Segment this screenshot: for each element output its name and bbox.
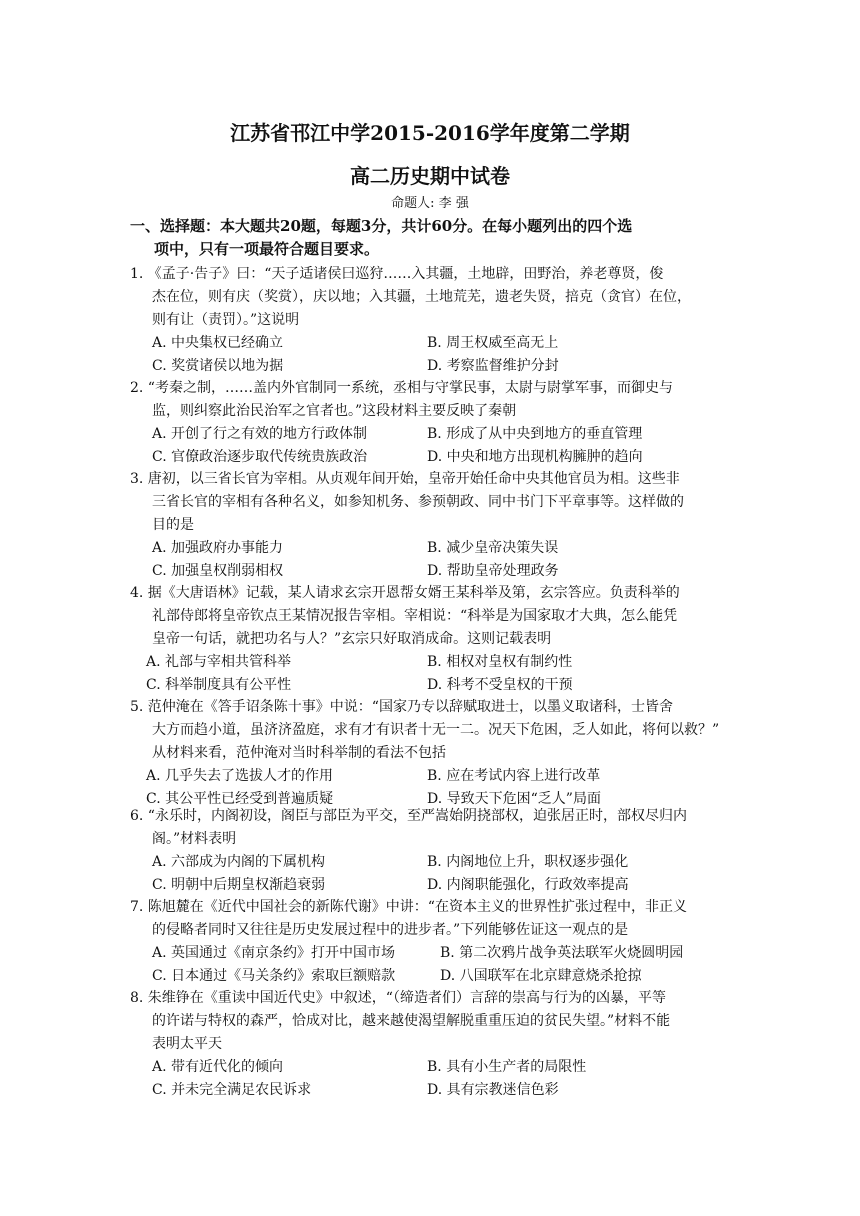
option-c[interactable]: C. 日本通过《马关条约》索取巨额赔款 bbox=[152, 968, 396, 984]
question-text-line: 表明太平天 bbox=[152, 1036, 222, 1052]
question-4 bbox=[130, 582, 735, 651]
question-text-line: 则有让（责罚）。”这说明 bbox=[152, 312, 300, 328]
question-5 bbox=[130, 696, 735, 765]
option-a[interactable]: A. 中央集权已经确立 bbox=[152, 335, 284, 351]
exam-subtitle: 高二历史期中试卷 bbox=[350, 164, 510, 188]
option-d[interactable]: D. 考察监督维护分封 bbox=[427, 358, 559, 374]
question-text-line: 7. 陈旭麓在《近代中国社会的新陈代谢》中讲：“在资本主义的世界性扩张过程中，非正义 bbox=[130, 899, 687, 915]
option-d[interactable]: D. 内阁职能强化，行政效率提高 bbox=[427, 877, 629, 893]
exam-title: 江苏省邗江中学2015-2016学年度第二学期 bbox=[230, 121, 630, 145]
option-a[interactable]: A. 英国通过《南京条约》打开中国市场 bbox=[152, 945, 396, 961]
question-text-line: 的许诺与特权的森严，恰成对比，越来越使渴望解脱重重压迫的贫民失望。”材料不能 bbox=[152, 1013, 671, 1029]
option-a[interactable]: A. 几乎失去了选拔人才的作用 bbox=[146, 768, 334, 784]
question-text-line: 的侵略者同时又往往是历史发展过程中的进步者。”下列能够佐证这一观点的是 bbox=[152, 922, 629, 938]
option-d[interactable]: D. 导致天下危困“乏人”局面 bbox=[427, 791, 601, 807]
option-a[interactable]: A. 礼部与宰相共管科举 bbox=[146, 654, 292, 670]
option-b[interactable]: B. 周王权威至高无上 bbox=[427, 335, 559, 351]
question-1 bbox=[130, 263, 735, 332]
section-heading-line: 项中，只有一项最符合题目要求。 bbox=[154, 240, 380, 258]
question-1-options bbox=[152, 332, 742, 378]
question-6 bbox=[130, 805, 735, 851]
question-text-line: 8. 朱维铮在《重读中国近代史》中叙述，“（缔造者们）言辞的崇高与行为的凶暴，平等 bbox=[130, 990, 666, 1006]
question-text-line: 从材料来看，范仲淹对当时科举制的看法不包括 bbox=[152, 745, 446, 761]
option-a[interactable]: A. 六部成为内阁的下属机构 bbox=[152, 854, 326, 870]
question-8 bbox=[130, 987, 735, 1056]
option-c[interactable]: C. 官僚政治逐步取代传统贵族政治 bbox=[152, 449, 368, 465]
question-text-line: 4. 据《大唐语林》记载，某人请求玄宗开恩帮女婿王某科举及第，玄宗答应。负责科举的 bbox=[130, 585, 680, 601]
question-7-options bbox=[152, 942, 742, 988]
question-3-options bbox=[152, 537, 742, 583]
option-d[interactable]: D. 帮助皇帝处理政务 bbox=[427, 563, 559, 579]
option-c[interactable]: C. 并未完全满足农民诉求 bbox=[152, 1082, 312, 1098]
question-text-line: 监，则纠察此治民治军之官者也。”这段材料主要反映了秦朝 bbox=[152, 403, 517, 419]
option-a[interactable]: A. 带有近代化的倾向 bbox=[152, 1059, 284, 1075]
question-7 bbox=[130, 896, 735, 942]
question-text-line: 阁。”材料表明 bbox=[152, 831, 237, 847]
question-2-options bbox=[152, 423, 742, 469]
question-text-line: 5. 范仲淹在《答手诏条陈十事》中说：“国家乃专以辞赋取进士，以墨义取诸科，士皆舍 bbox=[130, 699, 673, 715]
option-a[interactable]: A. 加强政府办事能力 bbox=[152, 540, 284, 556]
section-heading-line: 一、选择题：本大题共20题，每题3分，共计60分。在每小题列出的四个选 bbox=[130, 217, 633, 235]
option-d[interactable]: D. 八国联军在北京肆意烧杀抢掠 bbox=[440, 968, 642, 984]
question-8-options bbox=[152, 1056, 742, 1102]
option-c[interactable]: C. 奖赏诸侯以地为据 bbox=[152, 358, 284, 374]
option-b[interactable]: B. 具有小生产者的局限性 bbox=[427, 1059, 587, 1075]
section-heading bbox=[130, 215, 740, 261]
option-b[interactable]: B. 减少皇帝决策失误 bbox=[427, 540, 559, 556]
option-b[interactable]: B. 应在考试内容上进行改革 bbox=[427, 768, 601, 784]
question-text-line: 大方而趋小道，虽济济盈庭，求有才有识者十无一二。况天下危困，乏人如此，将何以救？” bbox=[152, 722, 720, 738]
question-text-line: 三省长官的宰相有各种名义，如参知机务、参预朝政、同中书门下平章事等。这样做的 bbox=[152, 494, 684, 510]
question-3 bbox=[130, 468, 735, 537]
option-d[interactable]: D. 具有宗教迷信色彩 bbox=[427, 1082, 559, 1098]
author-line: 命题人: 李 强 bbox=[391, 196, 469, 211]
question-4-options bbox=[146, 651, 736, 697]
question-text-line: 2. “考秦之制，……盖内外官制同一系统，丞相与守掌民事，太尉与尉掌军事，而御史与 bbox=[130, 380, 673, 396]
question-text-line: 目的是 bbox=[152, 517, 194, 533]
question-text-line: 礼部侍郎将皇帝钦点王某情况报告宰相。宰相说：“科举是为国家取才大典，怎么能凭 bbox=[152, 608, 678, 624]
question-text-line: 1. 《孟子·告子》曰：“天子适诸侯曰巡狩……入其疆，土地辟，田野治，养老尊贤，俊 bbox=[130, 266, 664, 282]
option-d[interactable]: D. 中央和地方出现机构臃肿的趋向 bbox=[427, 449, 643, 465]
question-text-line: 3. 唐初，以三省长官为宰相。从贞观年间开始，皇帝开始任命中央其他官员为相。这些非 bbox=[130, 471, 680, 487]
option-b[interactable]: B. 内阁地位上升，职权逐步强化 bbox=[427, 854, 629, 870]
option-c[interactable]: C. 科举制度具有公平性 bbox=[146, 677, 292, 693]
option-b[interactable]: B. 形成了从中央到地方的垂直管理 bbox=[427, 426, 643, 442]
question-text-line: 6. “永乐时，内阁初设，阁臣与部臣为平交，至严嵩始阴挠部权，迫张居正时，部权尽归内 bbox=[130, 808, 687, 824]
question-6-options bbox=[152, 851, 742, 897]
option-b[interactable]: B. 相权对皇权有制约性 bbox=[427, 654, 573, 670]
option-b[interactable]: B. 第二次鸦片战争英法联军火烧圆明园 bbox=[440, 945, 684, 961]
option-c[interactable]: C. 其公平性已经受到普遍质疑 bbox=[146, 791, 334, 807]
question-text-line: 杰在位，则有庆（奖赏），庆以地；入其疆，土地荒芜，遗老失贤，掊克（贪官）在位， bbox=[152, 289, 691, 305]
question-2 bbox=[130, 377, 735, 423]
option-c[interactable]: C. 加强皇权削弱相权 bbox=[152, 563, 284, 579]
option-c[interactable]: C. 明朝中后期皇权渐趋衰弱 bbox=[152, 877, 326, 893]
option-a[interactable]: A. 开创了行之有效的地方行政体制 bbox=[152, 426, 368, 442]
option-d[interactable]: D. 科考不受皇权的干预 bbox=[427, 677, 573, 693]
question-text-line: 皇帝一句话，就把功名与人？”玄宗只好取消成命。这则记载表明 bbox=[152, 631, 552, 647]
